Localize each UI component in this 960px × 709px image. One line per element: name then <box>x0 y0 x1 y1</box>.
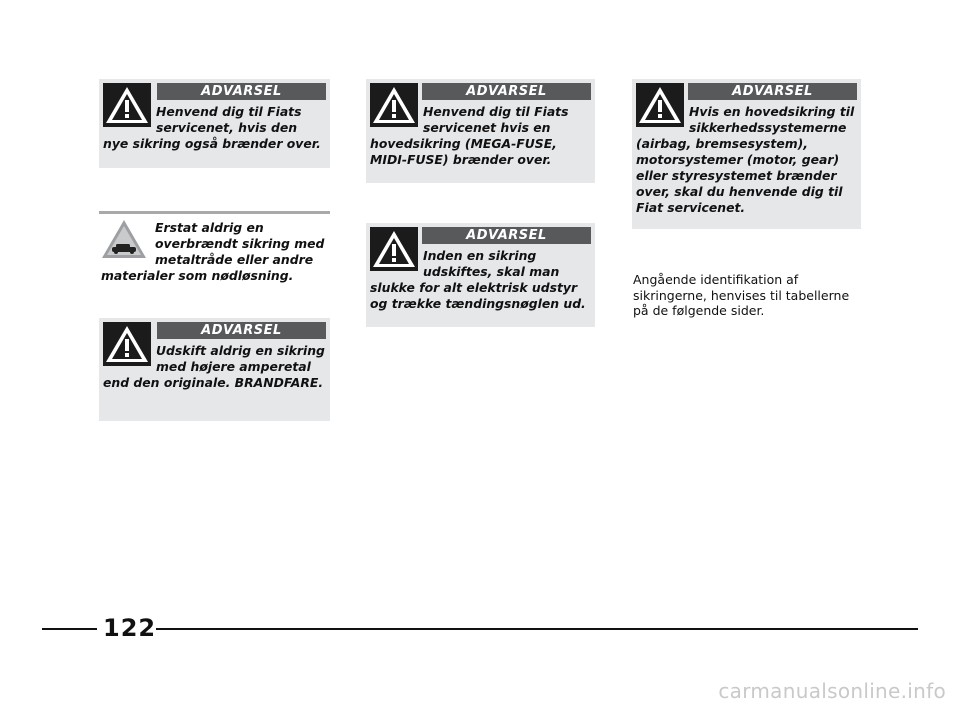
page-rule-right <box>156 628 918 630</box>
warning-heading: ADVARSEL <box>422 227 591 244</box>
warning-text: Inden en sikring udskiftes, skal man slukke for alt elektrisk udstyr og trække tændingsnøglen ud. <box>370 248 586 311</box>
body-text: Angående identifikation af sikringerne, henvises til tabellerne på de følgende sider. <box>633 272 850 318</box>
warning-heading: ADVARSEL <box>422 83 591 100</box>
warning-text: Henvend dig til Fiats servicenet, hvis den nye sikring også brænder over. <box>103 104 321 151</box>
warning-text: Udskift aldrig en sikring med højere amperetal end den originale. BRANDFARE. <box>103 343 325 390</box>
warning-text: Henvend dig til Fiats servicenet hvis en hovedsikring (MEGA-FUSE, MIDI-FUSE) brænder over. <box>370 104 569 167</box>
note-divider <box>99 211 330 214</box>
warning-box-5 <box>99 318 330 421</box>
page-number: 122 <box>103 614 157 642</box>
warning-text: Hvis en hovedsikring til sikkerhedssystemerne (airbag, bremsesystem), motorsystemer (motor, gear) eller styresystemet brænder over, skal du henvende dig til Fiat servicenet. <box>636 104 855 215</box>
page-rule-left <box>42 628 97 630</box>
warning-heading: ADVARSEL <box>157 83 326 100</box>
warning-box-1 <box>99 79 330 168</box>
warning-heading: ADVARSEL <box>688 83 857 100</box>
note-text: Erstat aldrig en overbrændt sikring med metaltråde eller andre materialer som nødløsning. <box>101 220 325 283</box>
warning-heading: ADVARSEL <box>157 322 326 339</box>
warning-box-3 <box>632 79 861 229</box>
warning-box-4 <box>366 223 595 327</box>
warning-box-2 <box>366 79 595 183</box>
watermark: carmanualsonline.info <box>718 679 946 703</box>
